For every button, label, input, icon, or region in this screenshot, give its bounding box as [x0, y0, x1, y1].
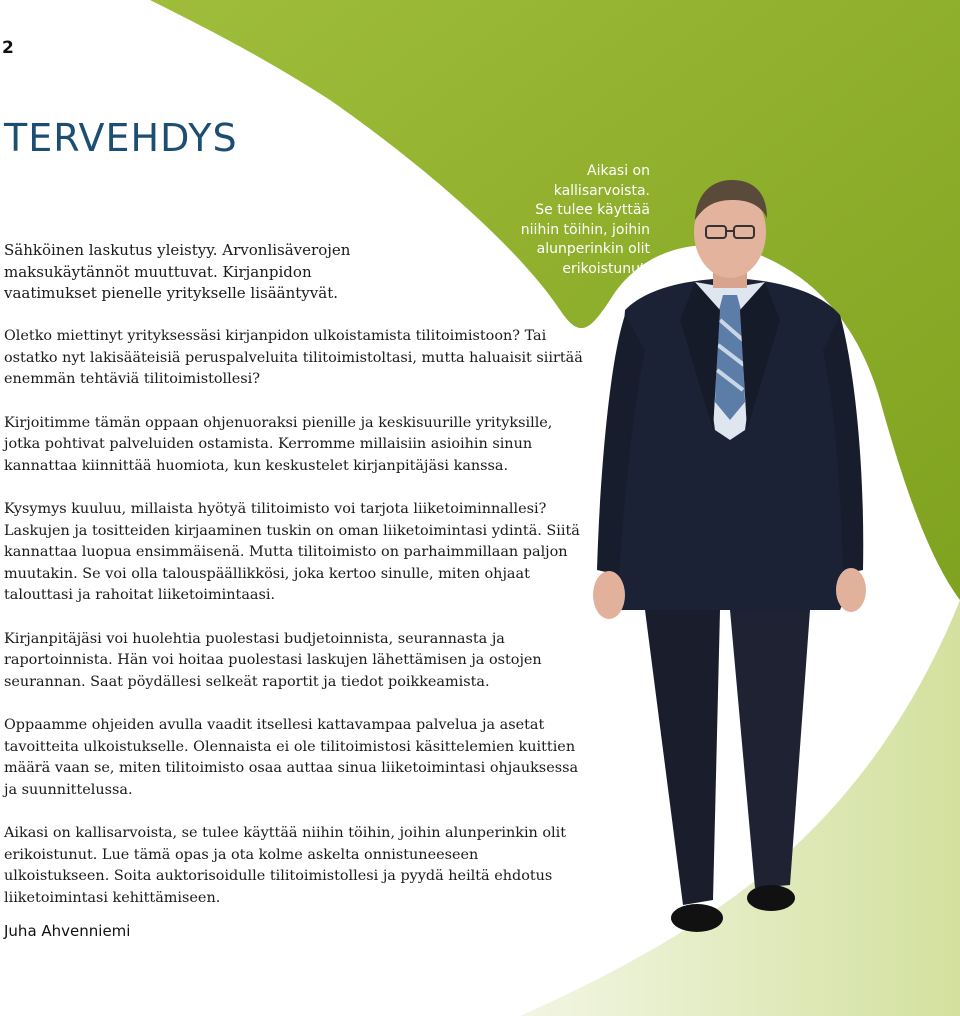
page-title: TERVEHDYS	[4, 116, 238, 160]
pull-quote	[490, 162, 650, 279]
body-paragraph: Aikasi on kallisarvoista, se tulee käyttää niihin töihin, joihin alunperinkin olit erikoistunut. Lue tämä opas ja ota kolme askelta onnistuneeseen ulkoistukseen. Soita auktorisoidulle tilitoimistollesi ja pyydä heiltä ehdotus liiketoimintasi kehittämiseen.	[4, 825, 567, 906]
quote-line: erikoistunut.	[562, 260, 650, 277]
body-paragraph: Kysymys kuuluu, millaista hyötyä tilitoimisto voi tarjota liiketoiminnallesi? Laskujen ja tositteiden kirjaaminen tuskin on oman liiketoimintasi ydintä. Siitä kannattaa luopua ensimmäisenä. Mutta tilitoimisto on parhaimmillaan paljon muutakin. Se voi olla talouspäällikkösi, joka kertoo sinulle, miten ohjaat talouttasi ja rahoitat liiketoimintaasi.	[4, 501, 580, 603]
person-photo	[585, 170, 875, 960]
body-paragraph: Kirjoitimme tämän oppaan ohjenuoraksi pienille ja keskisuurille yrityksille, jotka pohtivat palveluiden ostamista. Kerromme millaisiin asioihin sinun kannattaa kiinnittää huomiota, kun keskustelet kirjanpitäjäsi kanssa.	[4, 414, 553, 474]
body-text	[4, 326, 584, 931]
quote-line: kallisarvoista.	[553, 182, 650, 199]
signature: Juha Ahvenniemi	[4, 922, 131, 940]
body-paragraph: Oletko miettinyt yrityksessäsi kirjanpidon ulkoistamista tilitoimistoon? Tai ostatko nyt lakisääteisiä peruspalveluita tilitoimistoltasi, mutta haluaisit siirtää enemmän tehtäviä tilitoimistollesi?	[4, 328, 583, 387]
body-paragraph: Kirjanpitäjäsi voi huolehtia puolestasi budjetoinnista, seurannasta ja raportoinnista. Hän voi hoitaa puolestasi laskujen lähettämisen ja ostojen seurannan. Saat pöydällesi selkeät raportit ja tiedot poikkeamista.	[4, 630, 542, 690]
body-paragraph: Oppaamme ohjeiden avulla vaadit itsellesi kattavampaa palvelua ja asetat tavoitteita ulkoistukselle. Olennaista ei ole tilitoimistosi käsittelemien kuittien määrä vaan se, miten tilitoimisto osaa auttaa sinua liiketoimintasi ohjauksessa ja suunnittelussa.	[4, 717, 579, 798]
quote-line: niihin töihin, joihin	[520, 221, 650, 238]
intro-paragraph: Sähköinen laskutus yleistyy. Arvonlisäverojen maksukäytännöt muuttuvat. Kirjanpidon vaatimukset pienelle yritykselle lisääntyvät.	[4, 241, 351, 302]
page-number: 2	[2, 38, 14, 58]
quote-line: alunperinkin olit	[536, 241, 650, 257]
quote-line: Se tulee käyttää	[535, 202, 650, 218]
quote-line: Aikasi on	[587, 163, 650, 179]
